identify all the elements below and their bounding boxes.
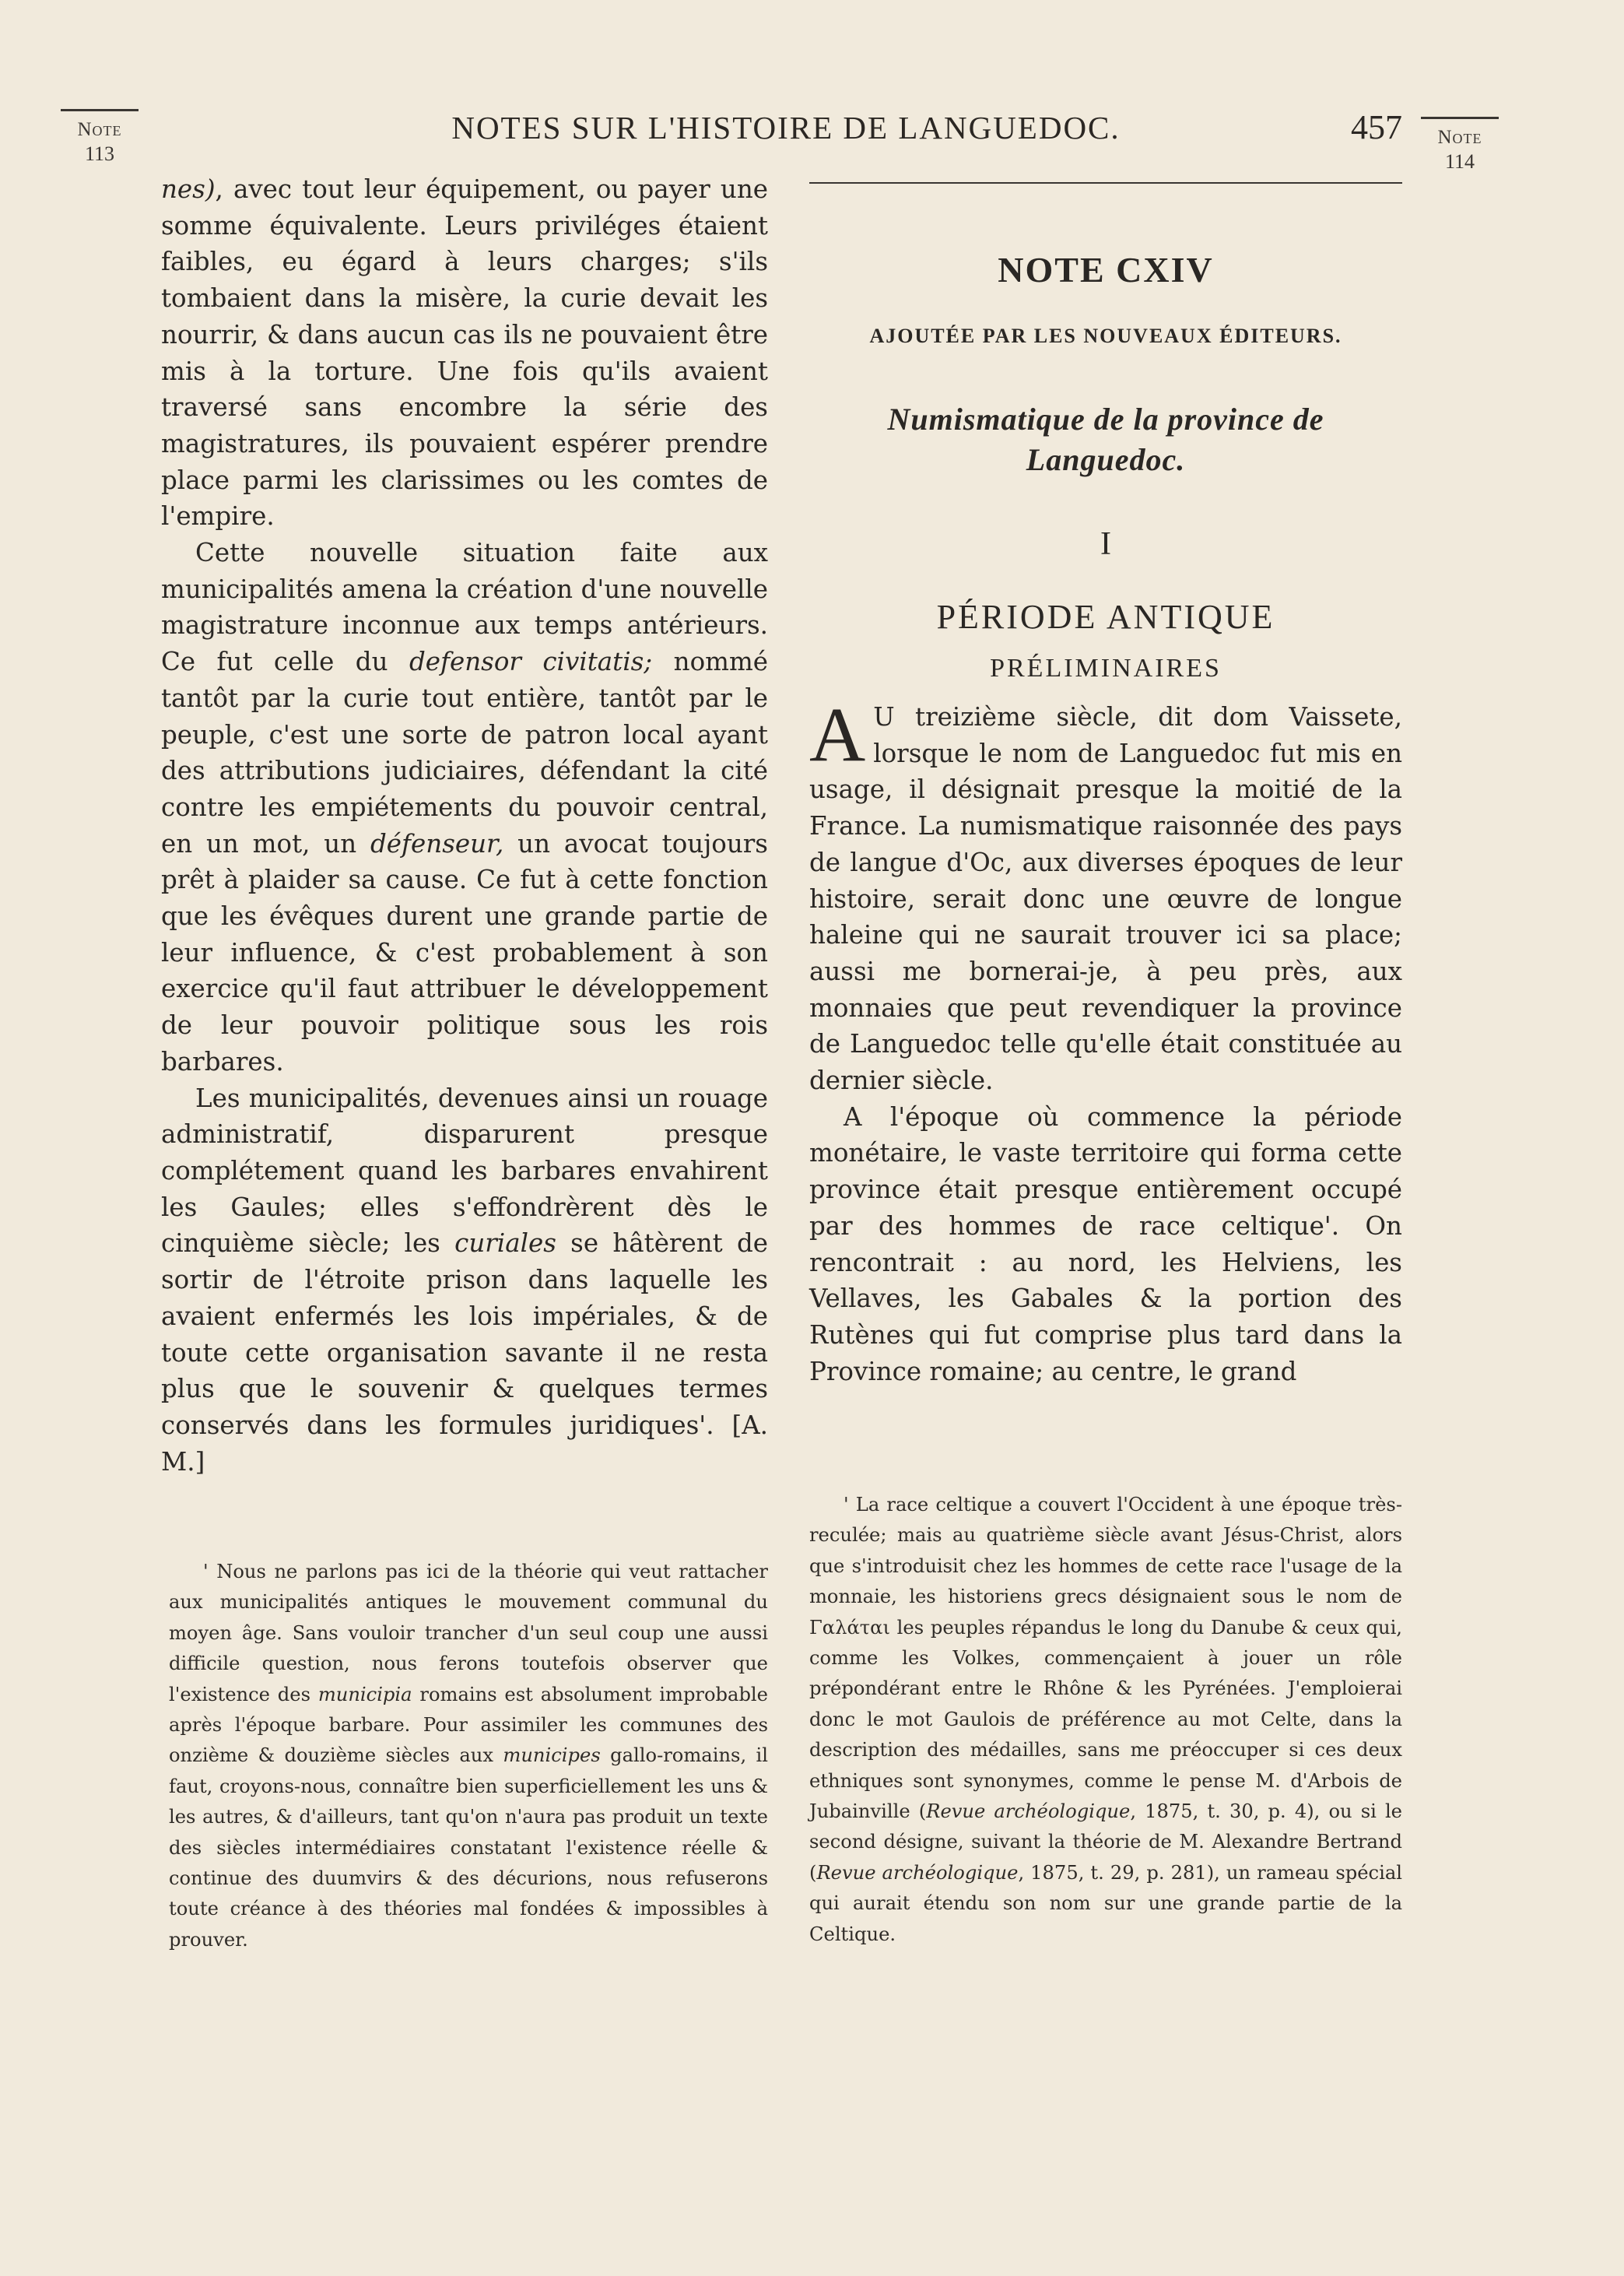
paragraph-text: Cette nouvelle situation faite aux municipalités amena la création d'une nouvelle magistrature inconnue aux temps antérieurs. Ce fut celle du: [161, 538, 768, 677]
page-number: 457: [1351, 108, 1402, 146]
paragraph-text: U treizième siècle, dit dom Vaissete, lorsque le nom de Languedoc fut mis en usage, il désignait presque la moitié de la France. La numismatique raisonnée des pays de langue d'Oc, aux diverses époques de leur histoire, serait donc une œuvre de longue haleine qui ne saurait trouver ici sa place; aussi me bornerai-je, à peu près, aux monnaies que peut revendiquer la province de Languedoc telle qu'elle était constituée au dernier siècle.: [809, 702, 1402, 1096]
footnote-part: , 1875, t. 30, p. 4), ou si le second désigne, suivant la théorie de M. Alexandre Bertrand (: [809, 1800, 1403, 1884]
italic-text: Revue archéologique: [926, 1800, 1131, 1823]
margin-note-right-number: 114: [1444, 150, 1475, 173]
margin-rule-right: [1421, 117, 1499, 119]
section-title-line-2: Languedoc.: [1026, 442, 1186, 477]
italic-text: municipia: [317, 1683, 412, 1705]
section-number: I: [1100, 526, 1111, 562]
footnote-text: [169, 1557, 768, 1955]
header-rule: [809, 182, 1402, 184]
paragraph-text: , avec tout leur équipement, ou payer une somme équivalente. Leurs priviléges étaient faibles, eu égard à leurs charges; s'ils tombaient dans la misère, la curie devait les nourrir, & dans aucun cas ils ne pouvaient être mis à la torture. Une fois qu'ils avaient traversé sans encombre la série des magistratures, ils pouvaient espérer prendre place parmi les clarissimes ou les comtes de l'empire.: [161, 174, 768, 532]
right-footnote: [809, 1490, 1402, 1950]
paragraph-text: un avocat toujours prêt à plaider sa cause. Ce fut à cette fonction que les évêques durent une grande partie de leur influence, & c'est probablement à son exercice qu'il faut attribuer le développement de leur pouvoir politique sous les rois barbares.: [161, 828, 768, 1077]
paragraph-text: nommé tantôt par la curie tout entière, tantôt par le peuple, c'est une sorte de patron local ayant des attributions judiciaires, défendant la cité contre les empiétements du pouvoir central, en un mot, un: [161, 647, 769, 859]
footnote-text: [809, 1490, 1402, 1950]
margin-note-left-number: 113: [84, 142, 115, 165]
footnote-part: romains est absolument improbable après l'époque barbare. Pour assimiler les communes des onzième & douzième siècles aux: [169, 1683, 768, 1767]
period-title: PÉRIODE ANTIQUE: [936, 598, 1275, 636]
note-title: NOTE CXIV: [998, 250, 1214, 290]
section-title-line-1: Numismatique de la province de: [887, 402, 1324, 437]
left-paragraph-3: [161, 1080, 768, 1480]
right-paragraph-2: A l'époque où commence la période monétaire, le vaste territoire qui forma cette province était presque entièrement occupé par des hommes de race celtique'. On rencontrait : au nord, les Helviens, les Vellaves, les Gabales & la portion des Rutènes qui fut comprise plus tard dans la Province romaine; au centre, le grand: [809, 1101, 1402, 1386]
left-footnote: [169, 1557, 768, 1955]
margin-note-right: [1421, 117, 1499, 174]
drop-cap: A: [809, 691, 866, 778]
footnote-part: , 1875, t. 29, p. 281), un rameau spécial qui aurait étendu son nom sur une grande partie de la Celtique.: [809, 1861, 1402, 1945]
margin-rule-left: [61, 109, 139, 111]
paragraph-text: se hâtèrent de sortir de l'étroite prison dans laquelle les avaient enfermés les lois impériales, & de toute cette organisation savante il ne resta plus que le souvenir & quelques termes conservés dans les formules juridiques'. [A. M.]: [161, 1228, 768, 1477]
right-paragraph-1: [809, 691, 1402, 1099]
margin-note-left: [61, 109, 139, 166]
italic-text: nes): [161, 174, 216, 204]
footnote-part: ' Nous ne parlons pas ici de la théorie qui veut rattacher aux municipalités antiques le mouvement communal du moyen âge. Sans vouloir trancher d'un seul coup une aussi difficile question, nous ferons toutefois observer que l'existence des: [169, 1561, 768, 1705]
note-subtitle: AJOUTÉE PAR LES NOUVEAUX ÉDITEURS.: [869, 325, 1342, 347]
section-title: [809, 399, 1402, 480]
left-paragraph-1: [161, 171, 768, 535]
right-column: [809, 249, 1402, 1389]
left-column: [161, 171, 768, 1480]
footnote-part: ' La race celtique a couvert l'Occident à une époque très-reculée; mais au quatrième siècle avant Jésus-Christ, alors que s'introduisit chez les hommes de cette race l'usage de la monnaie, les historiens grecs désignaient sous le nom de Γαλάται les peuples répandus le long du Danube & ceux qui, comme les Volkes, commençaient à jouer un rôle prépondérant entre le Rhône & les Pyrénées. J'emploierai donc le mot Gaulois de préférence au mot Celte, dans la description des médailles, sans me préoccuper si ces deux ethniques sont synonymes, comme le pense M. d'Arbois de Jubainville (: [809, 1494, 1402, 1823]
running-head: NOTES SUR L'HISTOIRE DE LANGUEDOC.: [451, 110, 1121, 146]
left-paragraph-2: [161, 535, 768, 1080]
italic-text: defensor civitatis;: [409, 647, 653, 677]
italic-text: municipes: [503, 1744, 601, 1767]
italic-text: curiales: [454, 1228, 556, 1259]
preliminaries-title: PRÉLIMINAIRES: [990, 654, 1222, 683]
italic-text: Revue archéologique: [816, 1861, 1019, 1884]
footnote-part: gallo-romains, il faut, croyons-nous, connaître bien superficiellement les uns & les autres, & d'ailleurs, tant qu'on n'aura pas produit un texte des siècles intermédiaires constatant l'existence réelle & continue des duumvirs & des décurions, nous refuserons toute créance à des théories mal fondées & impossibles à prouver.: [169, 1744, 768, 1951]
margin-note-left-label: Note: [77, 119, 122, 140]
paragraph-text: Les municipalités, devenues ainsi un rouage administratif, disparurent presque complétement quand les barbares envahirent les Gaules; elles s'effondrèrent dès le cinquième siècle; les: [161, 1083, 768, 1259]
italic-text: défenseur,: [370, 828, 504, 859]
margin-note-right-label: Note: [1437, 127, 1482, 148]
